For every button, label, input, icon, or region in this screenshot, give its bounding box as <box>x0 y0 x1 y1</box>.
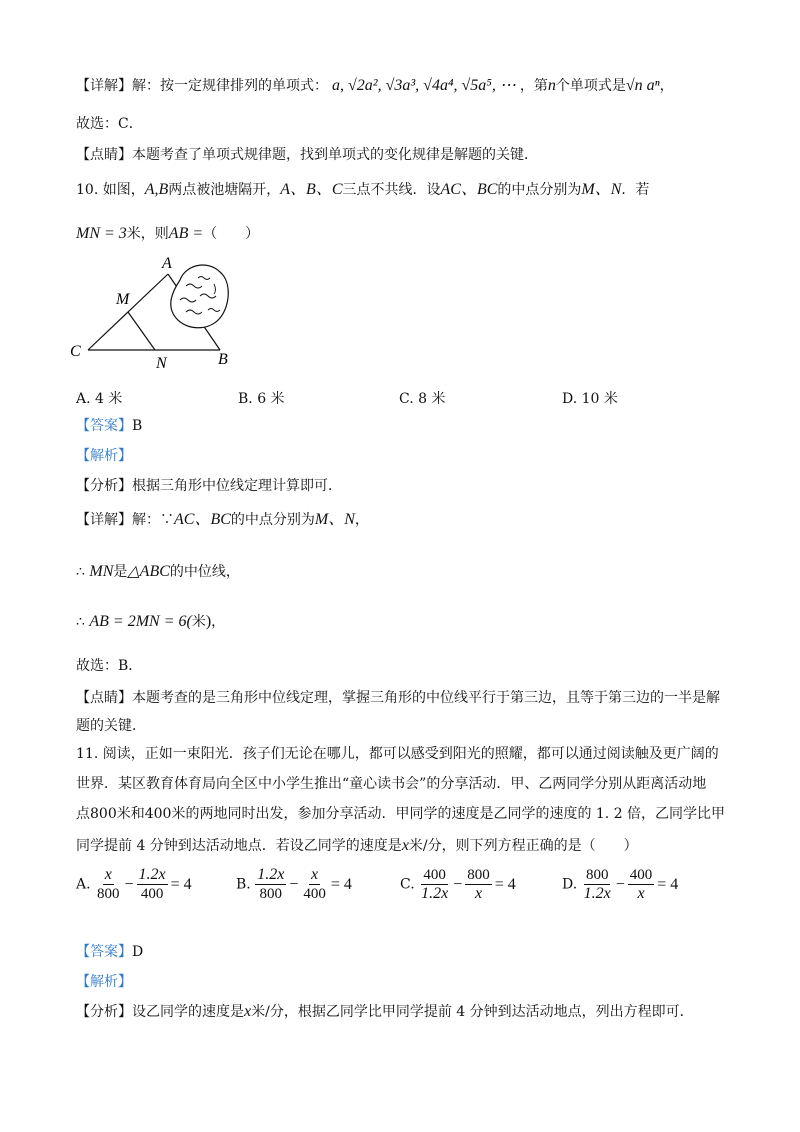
q10-comment-line2: 题的关键． <box>76 718 146 734</box>
q11-answer: 【答案】D <box>76 944 144 960</box>
q11-stem-line2: 世界．某区教育体育局向全区中小学生推出“童心读书会”的分享活动．甲、乙两同学分别从距离活动地 <box>76 776 707 792</box>
q9-detail-line: 【详解】解：按一定规律排列的单项式： a, √2a², √3a³, √4a⁴, √5a⁵, ⋯ ，第n个单项式是√n aⁿ， <box>76 77 674 94</box>
label-m: M <box>116 291 130 308</box>
monomial-sequence: a, √2a², √3a³, √4a⁴, √5a⁵, ⋯ <box>332 77 516 94</box>
label-c: C <box>70 343 81 360</box>
q10-option-b: B. 6 米 <box>238 391 285 407</box>
q10-detail-line1: 【详解】解：∵AC、BC的中点分别为M、N， <box>76 511 369 528</box>
q11-option-c: C. $\frac{400}{1.2x}$ − $\frac{800}{x}$ = 4 <box>400 867 516 902</box>
q10-option-d: D. 10 米 <box>562 391 618 407</box>
q10-detail-line2: ∴ MN是△ABC的中位线， <box>76 563 240 580</box>
label-a: A <box>162 255 172 272</box>
q10-answer: 【答案】B <box>76 418 143 434</box>
label-n: N <box>156 355 167 372</box>
q11-stem-line1: 11. 阅读，正如一束阳光．孩子们无论在哪儿，都可以感受到阳光的照耀，都可以通过阅读触及更广阔的 <box>76 746 719 762</box>
nth-monomial: √n aⁿ <box>625 77 660 94</box>
label-b: B <box>218 351 228 368</box>
q10-comment-line1: 【点睛】本题考查的是三角形中位线定理，掌握三角形的中位线平行于第三边，且等于第三边的一半是解 <box>76 690 720 706</box>
q9-comment: 【点睛】本题考查了单项式规律题，找到单项式的变化规律是解题的关键． <box>76 147 538 163</box>
q10-fenxi: 【分析】根据三角形中位线定理计算即可． <box>76 478 342 494</box>
q11-stem-line3: 点800米和400米的两地同时出发，参加分享活动．甲同学的速度是乙同学的速度的 1. 2 倍，乙同学比甲 <box>76 806 726 822</box>
q10-option-c: C. 8 米 <box>399 391 446 407</box>
detail-tag: 【详解】 <box>76 78 132 94</box>
q10-choice: 故选：B． <box>76 658 143 674</box>
q10-detail-line3: ∴ AB = 2MN = 6(米)， <box>76 613 226 630</box>
q11-option-a: A. $\frac{x}{800}$ − $\frac{1.2x}{400}$ = 4 <box>76 866 192 902</box>
q10-option-a: A. 4 米 <box>76 391 123 407</box>
q11-option-b: B. $\frac{1.2x}{800}$ − $\frac{x}{400}$ = 4 <box>236 866 352 902</box>
q11-stem-line4: 同学提前 4 分钟到达活动地点．若设乙同学的速度是x米/分，则下列方程正确的是（ ） <box>76 837 638 854</box>
q11-analysis-tag: 【解析】 <box>76 974 132 990</box>
q10-figure <box>68 252 258 372</box>
q9-choice: 故选：C． <box>76 116 143 132</box>
q10-stem-line1: 10. 如图，A,B两点被池塘隔开，A、B、C三点不共线．设AC、BC的中点分别为M、N．若 <box>76 181 650 198</box>
q10-analysis-tag: 【解析】 <box>76 448 132 464</box>
q11-fenxi: 【分析】设乙同学的速度是x米/分，根据乙同学比甲同学提前 4 分钟到达活动地点，列出方程即可． <box>76 1003 694 1020</box>
q11-option-d: D. $\frac{800}{1.2x}$ − $\frac{400}{x}$ = 4 <box>562 867 679 902</box>
q10-stem-line2: MN = 3米，则AB =（ ） <box>76 225 260 242</box>
